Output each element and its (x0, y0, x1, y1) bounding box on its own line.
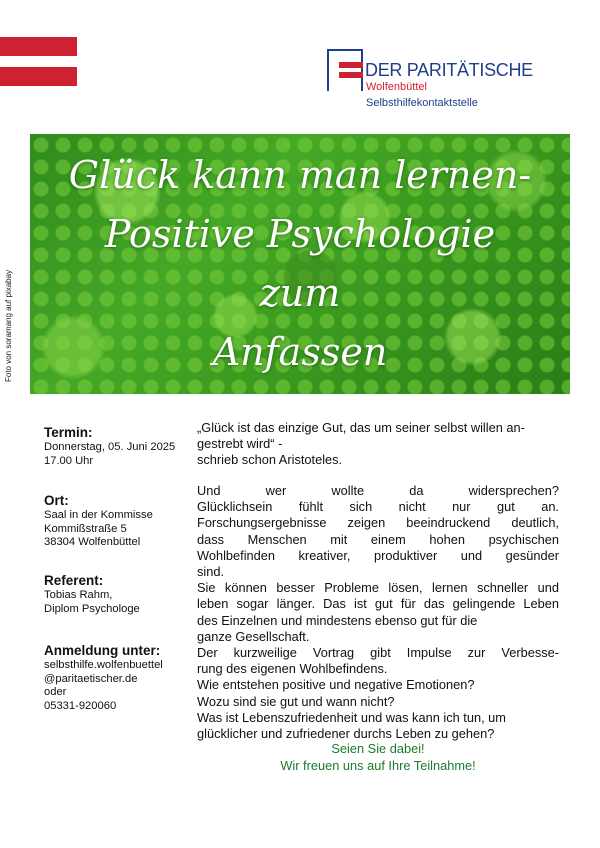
logo-mark-icon (327, 49, 363, 91)
logo-city: Wolfenbüttel (366, 81, 427, 93)
logo-subtitle: Selbsthilfekontaktstelle (366, 97, 478, 109)
paragraph-line: rung des eigenen Wohlbefindens. (197, 661, 388, 677)
logo-mark-bar-bottom (339, 72, 363, 78)
paragraph-line: Was ist Lebenszufriedenheit und was kann ich tun, um (197, 709, 506, 725)
photo-credit: Foto von soramang auf pixabay (4, 269, 13, 382)
paragraph-line: Sie können besser Probleme lösen, lernen schneller und (197, 580, 559, 596)
paragraph-line: Glücklichsein fühlt sich nicht nur gut an. (197, 499, 559, 515)
paragraph-line: Wie entstehen positive und negative Emotionen? (197, 677, 475, 693)
quote-line: „Glück ist das einzige Gut, das um seiner selbst willen an- (197, 420, 525, 435)
termin-date: Donnerstag, 05. Juni 2025 (44, 441, 176, 453)
closing-invitation (197, 741, 559, 774)
hero-title-line: Anfassen (212, 330, 388, 374)
quote-line: schrieb schon Aristoteles. (197, 452, 343, 468)
paragraph-line: dass Menschen mit einem hohen psychischen (197, 531, 559, 547)
hero-title-line: zum (259, 271, 341, 315)
paragraph-line: ganze Gesellschaft. (197, 628, 310, 644)
anmeldung-line: @paritaetischer.de (44, 672, 138, 685)
paragraph-line: leben sogar länger. Das ist gut für das gelingende Leben (197, 596, 559, 612)
quote-line: gestrebt wird“ - (197, 436, 283, 452)
ort-heading: Ort: (44, 493, 69, 508)
paragraph-line: Der kurzweilige Vortrag gibt Impulse zur Verbesse- (197, 645, 559, 661)
ort-line: Saal in der Kommisse (44, 509, 153, 521)
hero-title-line: Glück kann man lernen- (68, 153, 532, 197)
logo-mark-bar-top (339, 62, 363, 68)
anmeldung-line: 05331-920060 (44, 699, 117, 712)
paragraph-line: des Einzelnen und mindestens ebenso gut für die (197, 612, 478, 628)
termin-block (44, 425, 194, 468)
closing-line-1: Seien Sie dabei! (331, 741, 425, 756)
red-stripe-bottom (0, 67, 77, 86)
paragraph-line: Und wer wollte da widersprechen? (197, 483, 559, 498)
logo-name: DER PARITÄTISCHE (365, 60, 533, 80)
termin-time: 17.00 Uhr (44, 454, 94, 467)
paritaetische-logo (327, 49, 557, 119)
referent-line: Diplom Psychologe (44, 602, 140, 615)
hero-title-line: Positive Psychologie (104, 212, 496, 256)
ort-line: Kommißstraße 5 (44, 522, 127, 535)
paragraph-line: glücklicher und zufriedener durchs Leben zu gehen? (197, 726, 495, 742)
paragraph-line: Forschungsergebnisse zeigen beeindruckend deutlich, (197, 515, 559, 531)
ort-line: 38304 Wolfenbüttel (44, 536, 141, 548)
anmeldung-line: oder (44, 686, 67, 698)
red-stripe-top (0, 37, 77, 56)
description-paragraph (197, 483, 559, 742)
clover-hero-image (30, 134, 570, 394)
referent-block (44, 573, 194, 616)
termin-heading: Termin: (44, 425, 93, 440)
anmeldung-line: selbsthilfe.wolfenbuettel (44, 659, 163, 671)
paragraph-line: Wozu sind sie gut und wann nicht? (197, 693, 395, 709)
paragraph-line: Wohlbefinden kreativer, produktiver und gesünder (197, 547, 559, 563)
closing-line-2: Wir freuen uns auf Ihre Teilnahme! (280, 757, 476, 773)
hero-title (30, 146, 570, 382)
anmeldung-heading: Anmeldung unter: (44, 643, 161, 658)
anmeldung-block (44, 643, 194, 713)
referent-line: Tobias Rahm, (44, 589, 113, 601)
aristoteles-quote (197, 420, 559, 469)
referent-heading: Referent: (44, 573, 104, 588)
ort-block (44, 493, 194, 550)
paragraph-line: sind. (197, 564, 225, 580)
